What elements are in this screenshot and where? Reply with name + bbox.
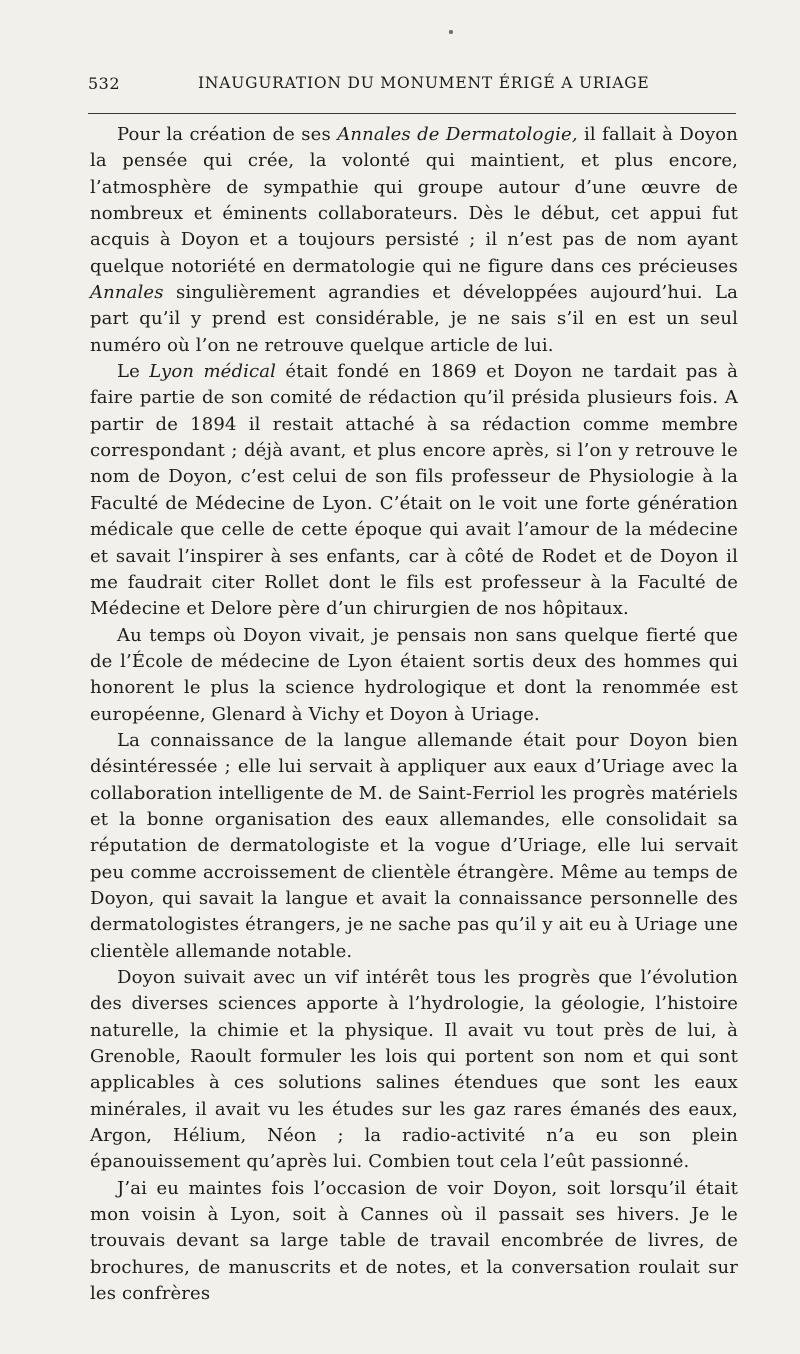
- journal-title: Annales de Dermatologie,: [337, 124, 578, 145]
- paragraph-text: Pour la création de ses: [117, 124, 338, 145]
- journal-title: Lyon médical: [149, 361, 277, 383]
- running-title: INAUGURATION DU MONUMENT ÉRIGÉ A URIAGE: [198, 74, 650, 92]
- paragraph-text: singulièrement agrandies et développées aujourd’hui. La part qu’il y prend est considérable, je ne sais s’il en est un seul numéro où l’on ne retrouve quelque article de lui.: [90, 282, 738, 356]
- page-header: [88, 74, 736, 98]
- paragraph-text: il fallait à Doyon la pensée qui crée, la volonté qui maintient, et plus encore, l’atmosphère de sympathie qui groupe autour d’une œuvre de nombreux et éminents collaborateurs. Dès le début, cet appui fut acquis à Doyon et a toujours persisté ; il n’est pas de nom ayant quelque notoriété en dermatologie qui ne figure dans ces précieuses: [90, 124, 738, 277]
- paragraph-5: Doyon suivait avec un vif intérêt tous les progrès que l’évolution des diverses sciences apporte à l’hydrologie, la géologie, l’histoire naturelle, la chimie et la physique. Il avait vu tout près de lui, à Grenoble, Raoult formuler les lois qui portent son nom et qui sont applicables à ces solutions salines étendues que sont les eaux minérales, il avait vu les études sur les gaz rares émanés des eaux, Argon, Hélium, Néon ; la radio-activité n’a eu son plein épanouissement qu’après lui. Combien tout cela l’eût passionné.: [90, 967, 738, 1173]
- page-number: 532: [88, 74, 121, 93]
- paragraph-text: était fondé en 1869 et Doyon ne tardait pas à faire partie de son comité de rédaction qu’il présida plusieurs fois. A partir de 1894 il restait attaché à sa rédaction comme membre correspondant ; déjà avant, et plus encore après, si l’on y retrouve le nom de Doyon, c’est celui de son fils professeur de Physiologie à la Faculté de Médecine de Lyon. C’était on le voit une forte génération médicale que celle de cette époque qui avait l’amour de la médecine et savait l’inspirer à ses enfants, car à côté de Rodet et de Doyon il me faudrait citer Rollet dont le fils est professeur à la Faculté de Médecine et Delore père d’un chirurgien de nos hôpitaux.: [90, 361, 738, 620]
- paragraph-text: Le: [117, 361, 150, 383]
- paragraph-1: [90, 122, 738, 359]
- ink-speck: [449, 30, 453, 34]
- paragraph-2: [90, 359, 738, 622]
- journal-title: Annales: [90, 282, 164, 304]
- paragraph-4: La connaissance de la langue allemande était pour Doyon bien désintéressée ; elle lui servait à appliquer aux eaux d’Uriage avec la collaboration intelligente de M. de Saint-Ferriol les progrès matériels et la bonne organisation des eaux allemandes, elle consolidait sa réputation de dermatologiste et la vogue d’Uriage, elle lui servait peu comme accroissement de clientèle étrangère. Même au temps de Doyon, qui savait la langue et avait la connaissance personnelle des dermatologistes étrangers, je ne sache pas qu’il y ait eu à Uriage une clientèle allemande notable.: [90, 729, 738, 962]
- header-rule: [88, 113, 736, 114]
- paragraph-3: Au temps où Doyon vivait, je pensais non sans quelque fierté que de l’École de médecine de Lyon étaient sortis deux des hommes qui honorent le plus la science hydrologique et dont la renommée est européenne, Glenard à Vichy et Doyon à Uriage.: [90, 624, 738, 725]
- paragraph-6: J’ai eu maintes fois l’occasion de voir Doyon, soit lorsqu’il était mon voisin à Lyon, soit à Cannes où il passait ses hivers. Je le trouvais devant sa large table de travail encombrée de livres, de brochures, de manuscrits et de notes, et la conversation roulait sur les confrères: [90, 1177, 738, 1305]
- body-text: [90, 122, 738, 1307]
